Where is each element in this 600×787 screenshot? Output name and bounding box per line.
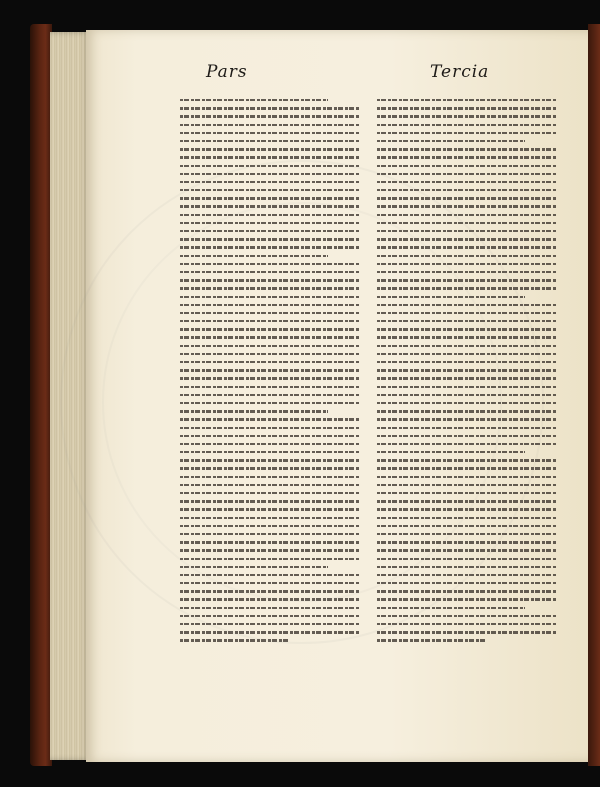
text-line bbox=[377, 235, 557, 243]
text-line bbox=[180, 448, 360, 456]
text-line bbox=[180, 309, 360, 317]
text-line bbox=[180, 514, 360, 522]
text-line bbox=[180, 227, 360, 235]
text-line bbox=[377, 415, 557, 423]
page-edges bbox=[50, 32, 90, 760]
text-line bbox=[180, 415, 360, 423]
text-line bbox=[377, 571, 557, 579]
text-line bbox=[180, 219, 360, 227]
text-line bbox=[377, 317, 557, 325]
text-line bbox=[377, 178, 557, 186]
text-line bbox=[377, 555, 557, 563]
text-line bbox=[180, 293, 360, 301]
text-line bbox=[377, 530, 557, 538]
text-line bbox=[377, 153, 557, 161]
text-line bbox=[377, 587, 557, 595]
text-line bbox=[180, 489, 360, 497]
text-line bbox=[180, 317, 360, 325]
text-line bbox=[377, 309, 557, 317]
text-line bbox=[377, 563, 557, 571]
text-line bbox=[180, 121, 360, 129]
text-line bbox=[377, 620, 557, 628]
text-line bbox=[180, 440, 360, 448]
text-line bbox=[377, 358, 557, 366]
text-line bbox=[180, 497, 360, 505]
running-head-left: Pars bbox=[206, 62, 248, 82]
text-line bbox=[180, 145, 360, 153]
text-line bbox=[180, 202, 360, 210]
text-line bbox=[180, 538, 360, 546]
text-line bbox=[180, 342, 360, 350]
text-line bbox=[377, 219, 557, 227]
text-line bbox=[180, 194, 360, 202]
text-line bbox=[180, 325, 360, 333]
text-line bbox=[377, 538, 557, 546]
book-cover-right bbox=[588, 24, 600, 766]
text-line bbox=[180, 252, 360, 260]
text-line bbox=[180, 391, 360, 399]
text-line bbox=[180, 260, 360, 268]
text-line bbox=[377, 104, 557, 112]
text-line bbox=[377, 497, 557, 505]
text-line bbox=[180, 571, 360, 579]
text-line bbox=[180, 235, 360, 243]
text-line bbox=[180, 546, 360, 554]
text-line bbox=[180, 153, 360, 161]
text-line bbox=[377, 170, 557, 178]
text-line bbox=[377, 211, 557, 219]
text-line bbox=[180, 129, 360, 137]
running-head-right: Tercia bbox=[430, 62, 490, 82]
text-line bbox=[377, 243, 557, 251]
text-line bbox=[180, 579, 360, 587]
text-line bbox=[180, 473, 360, 481]
text-line bbox=[377, 301, 557, 309]
text-line bbox=[377, 227, 557, 235]
text-line bbox=[377, 293, 557, 301]
text-line bbox=[180, 366, 360, 374]
text-line bbox=[180, 505, 360, 513]
text-line bbox=[180, 407, 360, 415]
text-line bbox=[180, 268, 360, 276]
text-line bbox=[180, 456, 360, 464]
text-line bbox=[180, 96, 360, 104]
text-line bbox=[377, 325, 557, 333]
text-line bbox=[377, 333, 557, 341]
text-line bbox=[377, 202, 557, 210]
text-line bbox=[377, 260, 557, 268]
text-line bbox=[377, 612, 557, 620]
text-line bbox=[377, 374, 557, 382]
text-line bbox=[180, 563, 360, 571]
text-line bbox=[180, 464, 360, 472]
text-line bbox=[377, 194, 557, 202]
left-column-lines bbox=[180, 96, 360, 645]
text-line bbox=[377, 489, 557, 497]
text-line bbox=[377, 391, 557, 399]
text-line bbox=[180, 530, 360, 538]
text-line bbox=[377, 448, 557, 456]
text-line bbox=[377, 112, 557, 120]
text-line bbox=[180, 595, 360, 603]
text-line bbox=[180, 178, 360, 186]
text-line bbox=[180, 350, 360, 358]
text-line bbox=[377, 505, 557, 513]
text-line bbox=[377, 604, 557, 612]
text-line bbox=[180, 170, 360, 178]
text-line bbox=[180, 162, 360, 170]
text-column-left bbox=[180, 96, 360, 652]
text-line bbox=[180, 604, 360, 612]
text-line bbox=[180, 481, 360, 489]
text-line bbox=[180, 555, 360, 563]
text-line bbox=[180, 612, 360, 620]
text-line bbox=[180, 137, 360, 145]
right-column-lines bbox=[377, 96, 557, 645]
text-line bbox=[377, 522, 557, 530]
text-line bbox=[180, 211, 360, 219]
text-line bbox=[180, 186, 360, 194]
text-line bbox=[377, 481, 557, 489]
text-line bbox=[180, 374, 360, 382]
text-line bbox=[180, 284, 360, 292]
text-line bbox=[377, 162, 557, 170]
text-line bbox=[180, 522, 360, 530]
text-line bbox=[377, 350, 557, 358]
text-line bbox=[377, 546, 557, 554]
text-line bbox=[377, 186, 557, 194]
text-line bbox=[180, 243, 360, 251]
book-cover-left bbox=[30, 24, 52, 766]
text-line bbox=[377, 514, 557, 522]
text-line bbox=[377, 432, 557, 440]
text-line bbox=[377, 579, 557, 587]
text-line bbox=[377, 464, 557, 472]
text-line bbox=[377, 145, 557, 153]
text-line bbox=[377, 284, 557, 292]
text-line bbox=[377, 129, 557, 137]
text-line bbox=[180, 383, 360, 391]
text-line bbox=[377, 276, 557, 284]
text-line bbox=[377, 424, 557, 432]
text-line bbox=[377, 366, 557, 374]
text-line bbox=[180, 636, 360, 644]
text-line bbox=[180, 301, 360, 309]
text-line bbox=[180, 104, 360, 112]
text-line bbox=[180, 333, 360, 341]
text-line bbox=[180, 432, 360, 440]
text-line bbox=[377, 399, 557, 407]
text-line bbox=[180, 424, 360, 432]
text-column-right bbox=[377, 96, 557, 652]
text-line bbox=[180, 358, 360, 366]
text-line bbox=[377, 342, 557, 350]
text-line bbox=[377, 121, 557, 129]
text-line bbox=[180, 628, 360, 636]
text-line bbox=[377, 456, 557, 464]
text-line bbox=[180, 587, 360, 595]
text-line bbox=[180, 112, 360, 120]
text-line bbox=[377, 96, 557, 104]
text-line bbox=[377, 268, 557, 276]
text-line bbox=[180, 620, 360, 628]
text-line bbox=[377, 473, 557, 481]
text-line bbox=[180, 276, 360, 284]
text-line bbox=[377, 137, 557, 145]
text-line bbox=[377, 407, 557, 415]
text-line bbox=[180, 399, 360, 407]
text-line bbox=[377, 636, 557, 644]
text-line bbox=[377, 252, 557, 260]
text-line bbox=[377, 595, 557, 603]
text-line bbox=[377, 383, 557, 391]
text-line bbox=[377, 628, 557, 636]
text-line bbox=[377, 440, 557, 448]
